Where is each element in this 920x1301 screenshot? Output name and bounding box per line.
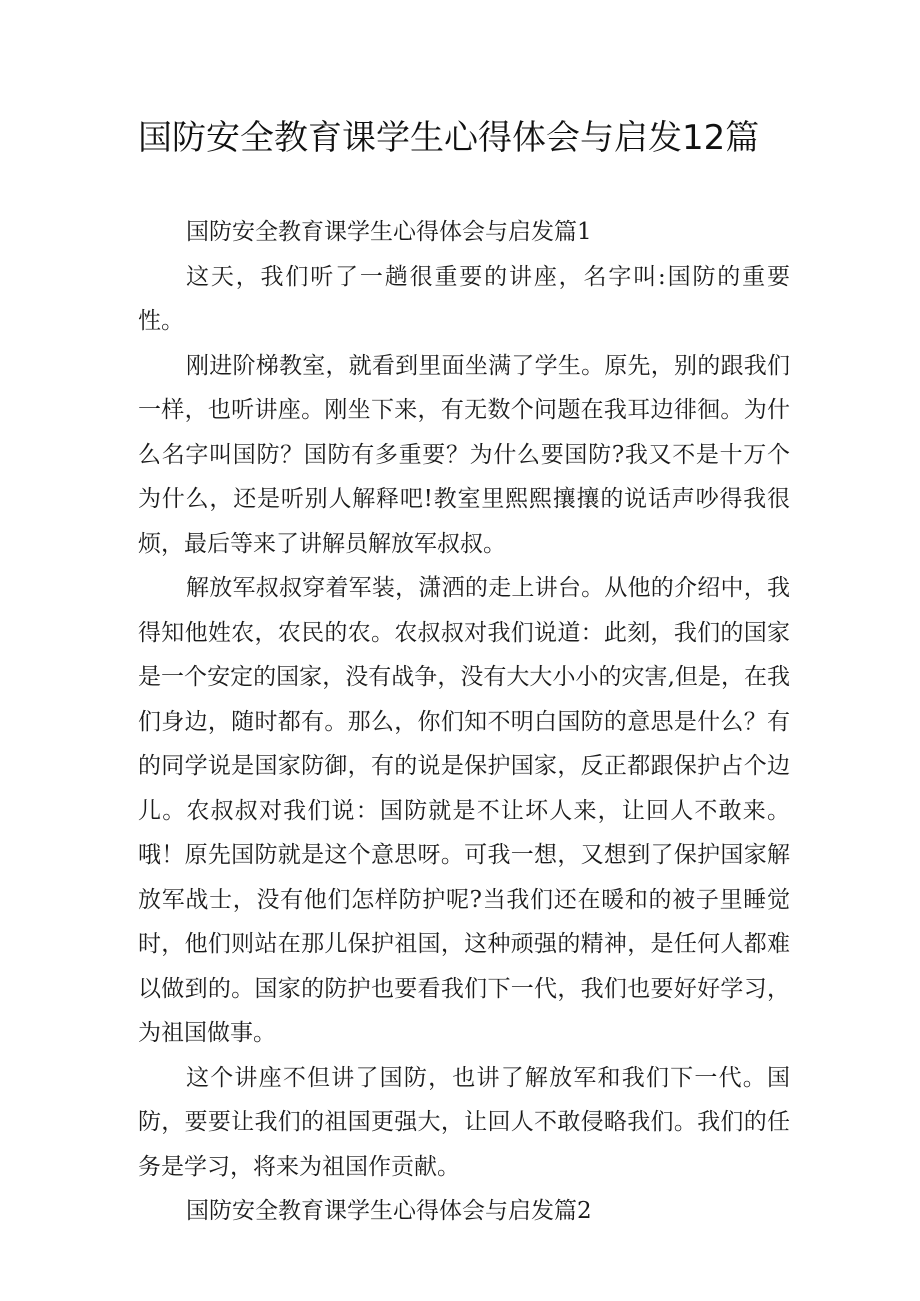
- paragraph-conclusion: 这个讲座不但讲了国防，也讲了解放军和我们下一代。国防，要要让我们的祖国更强大，让回人不敢侵略我们。我们的任务是学习，将来为祖国作贡献。: [138, 1064, 790, 1180]
- paragraph-classroom: 刚进阶梯教室，就看到里面坐满了学生。原先，别的跟我们一样，也听讲座。刚坐下来，有无数个问题在我耳边徘徊。为什么名字叫国防？国防有多重要？为什么要国防?我又不是十万个为什么，还是听别人解释吧!教室里熙熙攘攘的说话声吵得我很烦，最后等来了讲解员解放军叔叔。: [138, 352, 790, 557]
- paragraph-soldier-talk: 解放军叔叔穿着军装，潇洒的走上讲台。从他的介绍中，我得知他姓农，农民的农。农叔叔对我们说道：此刻，我们的国家是一个安定的国家，没有战争，没有大大小小的灾害,但是，在我们身边，随时都有。那么，你们知不明白国防的意思是什么？有的同学说是国家防御，有的说是保护国家，反正都跟保护占个边儿。农叔叔对我们说：国防就是不让坏人来，让回人不敢来。哦！原先国防就是这个意思呀。可我一想，又想到了保护国家解放军战士，没有他们怎样防护呢?当我们还在暖和的被子里睡觉时，他们则站在那儿保护祖国，这种顽强的精神，是任何人都难以做到的。国家的防护也要看我们下一代，我们也要好好学习，为祖国做事。: [138, 575, 790, 1046]
- section-heading-2: 国防安全教育课学生心得体会与启发篇2: [186, 1198, 592, 1224]
- document-body: [138, 210, 790, 1234]
- section-heading-1: 国防安全教育课学生心得体会与启发篇1: [186, 219, 592, 245]
- document-title: 国防安全教育课学生心得体会与启发12篇: [138, 118, 760, 158]
- paragraph-intro: 这天，我们听了一趟很重要的讲座，名字叫:国防的重要性。: [138, 263, 790, 334]
